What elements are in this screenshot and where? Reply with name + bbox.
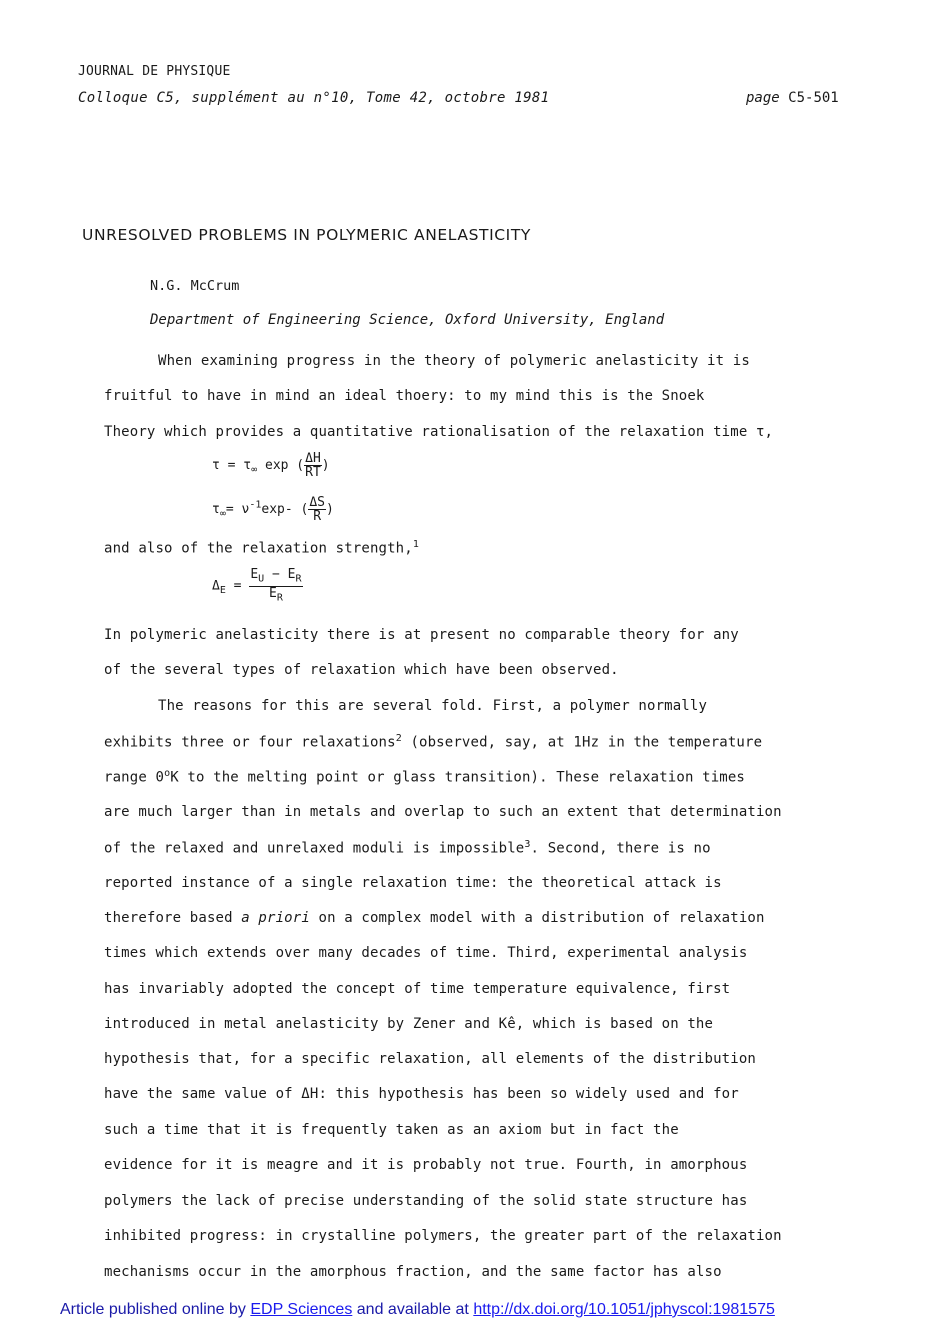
text-run: range 0: [104, 769, 165, 786]
body-line: inhibited progress: in crystalline polymers, the greater part of the relaxation: [104, 1228, 782, 1244]
text-run: K to the melting point or glass transition). These relaxation times: [170, 769, 746, 786]
eq3-eu-sub: U: [258, 573, 265, 585]
text-run: . Second, there is no: [530, 840, 711, 857]
body-line: Theory which provides a quantitative rationalisation of the relaxation time τ,: [104, 424, 774, 440]
text-run: exhibits three or four relaxations: [104, 734, 396, 751]
publication-footer: [60, 1301, 775, 1319]
body-line: [104, 910, 765, 926]
eq2-lhs: τ: [212, 502, 220, 517]
eq2-close: ): [326, 502, 334, 517]
eq3-denominator: [249, 587, 302, 605]
eq2-exp: exp- (: [261, 502, 309, 517]
journal-name: JOURNAL DE PHYSIQUE: [78, 64, 231, 79]
eq1-exp: exp (: [257, 458, 305, 473]
body-line: evidence for it is meagre and it is probably not true. Fourth, in amorphous: [104, 1157, 748, 1173]
degree-mark: o: [164, 768, 171, 779]
body-line: [104, 733, 762, 751]
eq3-den-sub: R: [276, 592, 283, 604]
strength-text: and also of the relaxation strength,: [104, 540, 413, 557]
text-run: of the relaxed and unrelaxed moduli is impossible: [104, 840, 525, 857]
eq2-sub: ∞: [219, 508, 226, 520]
body-line: hypothesis that, for a specific relaxation, all elements of the distribution: [104, 1051, 756, 1067]
body-line: reported instance of a single relaxation time: the theoretical attack is: [104, 875, 722, 891]
body-line: The reasons for this are several fold. First, a polymer normally: [158, 698, 708, 714]
body-line: [104, 768, 745, 786]
eq3-fraction: [249, 568, 302, 604]
equation-tau-infinity: [212, 496, 334, 523]
body-line: introduced in metal anelasticity by Zener and Kê, which is based on the: [104, 1016, 714, 1032]
text-run: therefore based: [104, 910, 242, 926]
footnote-ref: 3: [524, 839, 531, 850]
eq1-numerator: ΔH: [305, 451, 321, 466]
body-line: mechanisms occur in the amorphous fraction, and the same factor has also: [104, 1264, 722, 1280]
colloque-info: Colloque C5, supplément au n°10, Tome 42, octobre 1981: [78, 90, 550, 106]
eq2-sup: -1: [249, 499, 262, 511]
eq3-lhs: Δ: [212, 578, 220, 594]
body-line: of the several types of relaxation which have been observed.: [104, 662, 619, 678]
article-title: UNRESOLVED PROBLEMS IN POLYMERIC ANELASTICITY: [82, 226, 531, 244]
body-line: In polymeric anelasticity there is at present no comparable theory for any: [104, 627, 739, 643]
eq3-den-e: E: [269, 585, 277, 601]
eq2-fraction: [308, 496, 326, 523]
eq1-close: ): [321, 458, 330, 473]
doi-link[interactable]: http://dx.doi.org/10.1051/jphyscol:1981575: [473, 1301, 775, 1318]
eq2-numerator: ΔS: [309, 495, 326, 510]
footer-prefix: Article published online by: [60, 1301, 251, 1318]
eq3-eq: =: [225, 578, 250, 594]
eq3-numerator: [249, 568, 302, 587]
author: N.G. McCrum: [150, 278, 240, 294]
footnote-ref: 1: [412, 539, 420, 550]
body-line: fruitful to have in mind an ideal thoery: to my mind this is the Snoek: [104, 388, 705, 404]
eq1-denominator: RT: [305, 465, 321, 480]
eq3-minus-er: − E: [264, 567, 296, 582]
affiliation: Department of Engineering Science, Oxford University, England: [150, 312, 665, 328]
body-line: polymers the lack of precise understanding of the solid state structure has: [104, 1193, 748, 1209]
eq3-eu: E: [250, 567, 259, 582]
body-line: When examining progress in the theory of polymeric anelasticity it is: [158, 353, 750, 369]
footer-middle: and available at: [352, 1301, 474, 1318]
equation-tau: [212, 452, 330, 479]
equation-delta-e: [212, 568, 303, 604]
body-line: are much larger than in metals and overlap to such an extent that determination: [104, 804, 782, 820]
body-line: such a time that it is frequently taken as an axiom but in fact the: [104, 1122, 679, 1138]
eq2-eq: = ν: [225, 502, 250, 517]
eq2-denominator: R: [313, 509, 322, 524]
text-run: (observed, say, at 1Hz in the temperature: [401, 734, 763, 751]
body-line: has invariably adopted the concept of time temperature equivalence, first: [104, 981, 731, 997]
body-line: times which extends over many decades of time. Third, experimental analysis: [104, 945, 748, 961]
text-run: on a complex model with a distribution of relaxation: [309, 910, 765, 926]
eq3-sub: E: [219, 585, 226, 597]
eq1-lhs: τ = τ: [212, 458, 252, 473]
body-line: have the same value of ΔH: this hypothesis has been so widely used and for: [104, 1086, 739, 1102]
body-line: [104, 839, 711, 857]
page-number-value: C5-501: [788, 90, 839, 106]
eq3-er-sub: R: [295, 573, 302, 585]
publisher-link[interactable]: EDP Sciences: [250, 1301, 353, 1318]
page-label: page: [746, 90, 780, 106]
body-line: [104, 539, 419, 557]
eq1-sub: ∞: [251, 464, 258, 476]
page-number: [746, 90, 839, 106]
footnote-ref: 2: [395, 733, 402, 744]
italic-run: a priori: [241, 910, 310, 926]
eq1-fraction: [304, 452, 322, 479]
